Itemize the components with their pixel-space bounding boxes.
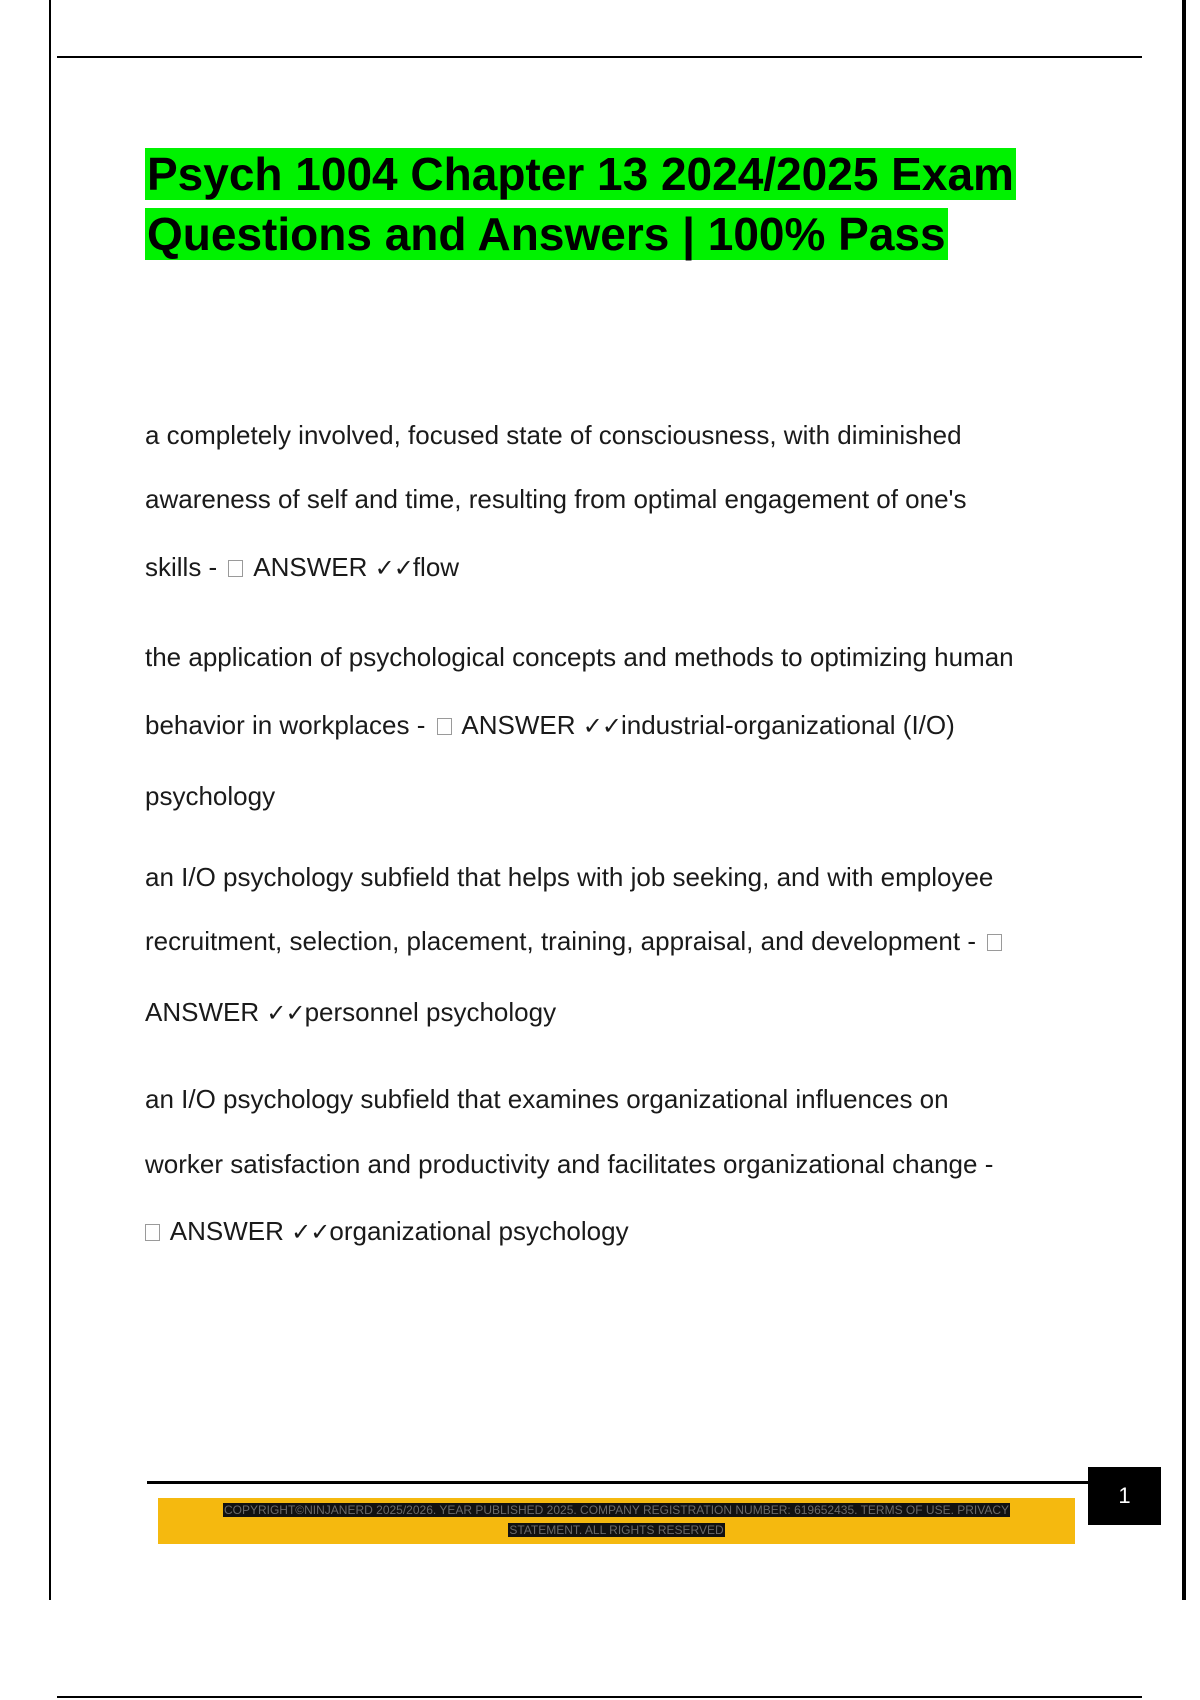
answer-text: organizational psychology: [329, 1216, 629, 1246]
question-line: skills -: [145, 552, 218, 582]
answer-text: flow: [412, 552, 460, 582]
checkbox-icon: [228, 560, 243, 577]
document-title: [145, 144, 1145, 264]
checkbox-icon: [987, 934, 1002, 951]
answer-text: personnel psychology: [304, 997, 557, 1027]
copyright-line-1: COPYRIGHT©NINJANERD 2025/2026. YEAR PUBLISHED 2025. COMPANY REGISTRATION NUMBER: 619652435. TERMS OF USE. PRIVACY: [223, 1503, 1010, 1517]
title-line-2: Questions and Answers | 100% Pass: [147, 208, 946, 260]
answer-prefix: ANSWER: [169, 1216, 284, 1246]
copyright-text: [158, 1500, 1075, 1540]
answer-line: [145, 997, 556, 1028]
copyright-banner: [158, 1498, 1075, 1544]
question-line: an I/O psychology subfield that helps with job seeking, and with employee: [145, 862, 994, 892]
question-line: worker satisfaction and productivity and facilitates organizational change -: [145, 1149, 994, 1179]
double-check-icon: ✓✓: [266, 999, 305, 1027]
page-number: 1: [1088, 1467, 1161, 1525]
question-line: awareness of self and time, resulting from optimal engagement of one's: [145, 484, 967, 514]
answer-prefix: ANSWER: [145, 997, 260, 1027]
double-check-icon: ✓✓: [374, 554, 413, 582]
question-line: recruitment, selection, placement, training, appraisal, and development -: [145, 926, 976, 956]
answer-text: industrial-organizational (I/O): [620, 710, 955, 740]
answer-text-continued: psychology: [145, 781, 276, 811]
question-answer-line: [145, 710, 955, 741]
question-answer-line: [145, 926, 1006, 957]
copyright-line-2: STATEMENT. ALL RIGHTS RESERVED: [509, 1523, 724, 1537]
footer-rule: [147, 1481, 1090, 1484]
answer-line: [145, 1216, 629, 1247]
header-rule: [57, 56, 1142, 58]
checkbox-icon: [145, 1224, 160, 1241]
page-border-right: [1182, 0, 1186, 1600]
question-line: an I/O psychology subfield that examines organizational influences on: [145, 1084, 949, 1114]
question-line: behavior in workplaces -: [145, 710, 426, 740]
question-answer-line: [145, 552, 459, 583]
bottom-rule: [57, 1696, 1142, 1698]
title-line-1: Psych 1004 Chapter 13 2024/2025 Exam: [147, 148, 1014, 200]
double-check-icon: ✓✓: [582, 712, 621, 740]
answer-prefix: ANSWER: [253, 552, 368, 582]
answer-prefix: ANSWER: [461, 710, 576, 740]
question-line: the application of psychological concepts and methods to optimizing human: [145, 642, 1014, 672]
double-check-icon: ✓✓: [291, 1218, 330, 1246]
page-border-left: [49, 0, 51, 1600]
question-line: a completely involved, focused state of consciousness, with diminished: [145, 420, 962, 450]
checkbox-icon: [437, 718, 452, 735]
